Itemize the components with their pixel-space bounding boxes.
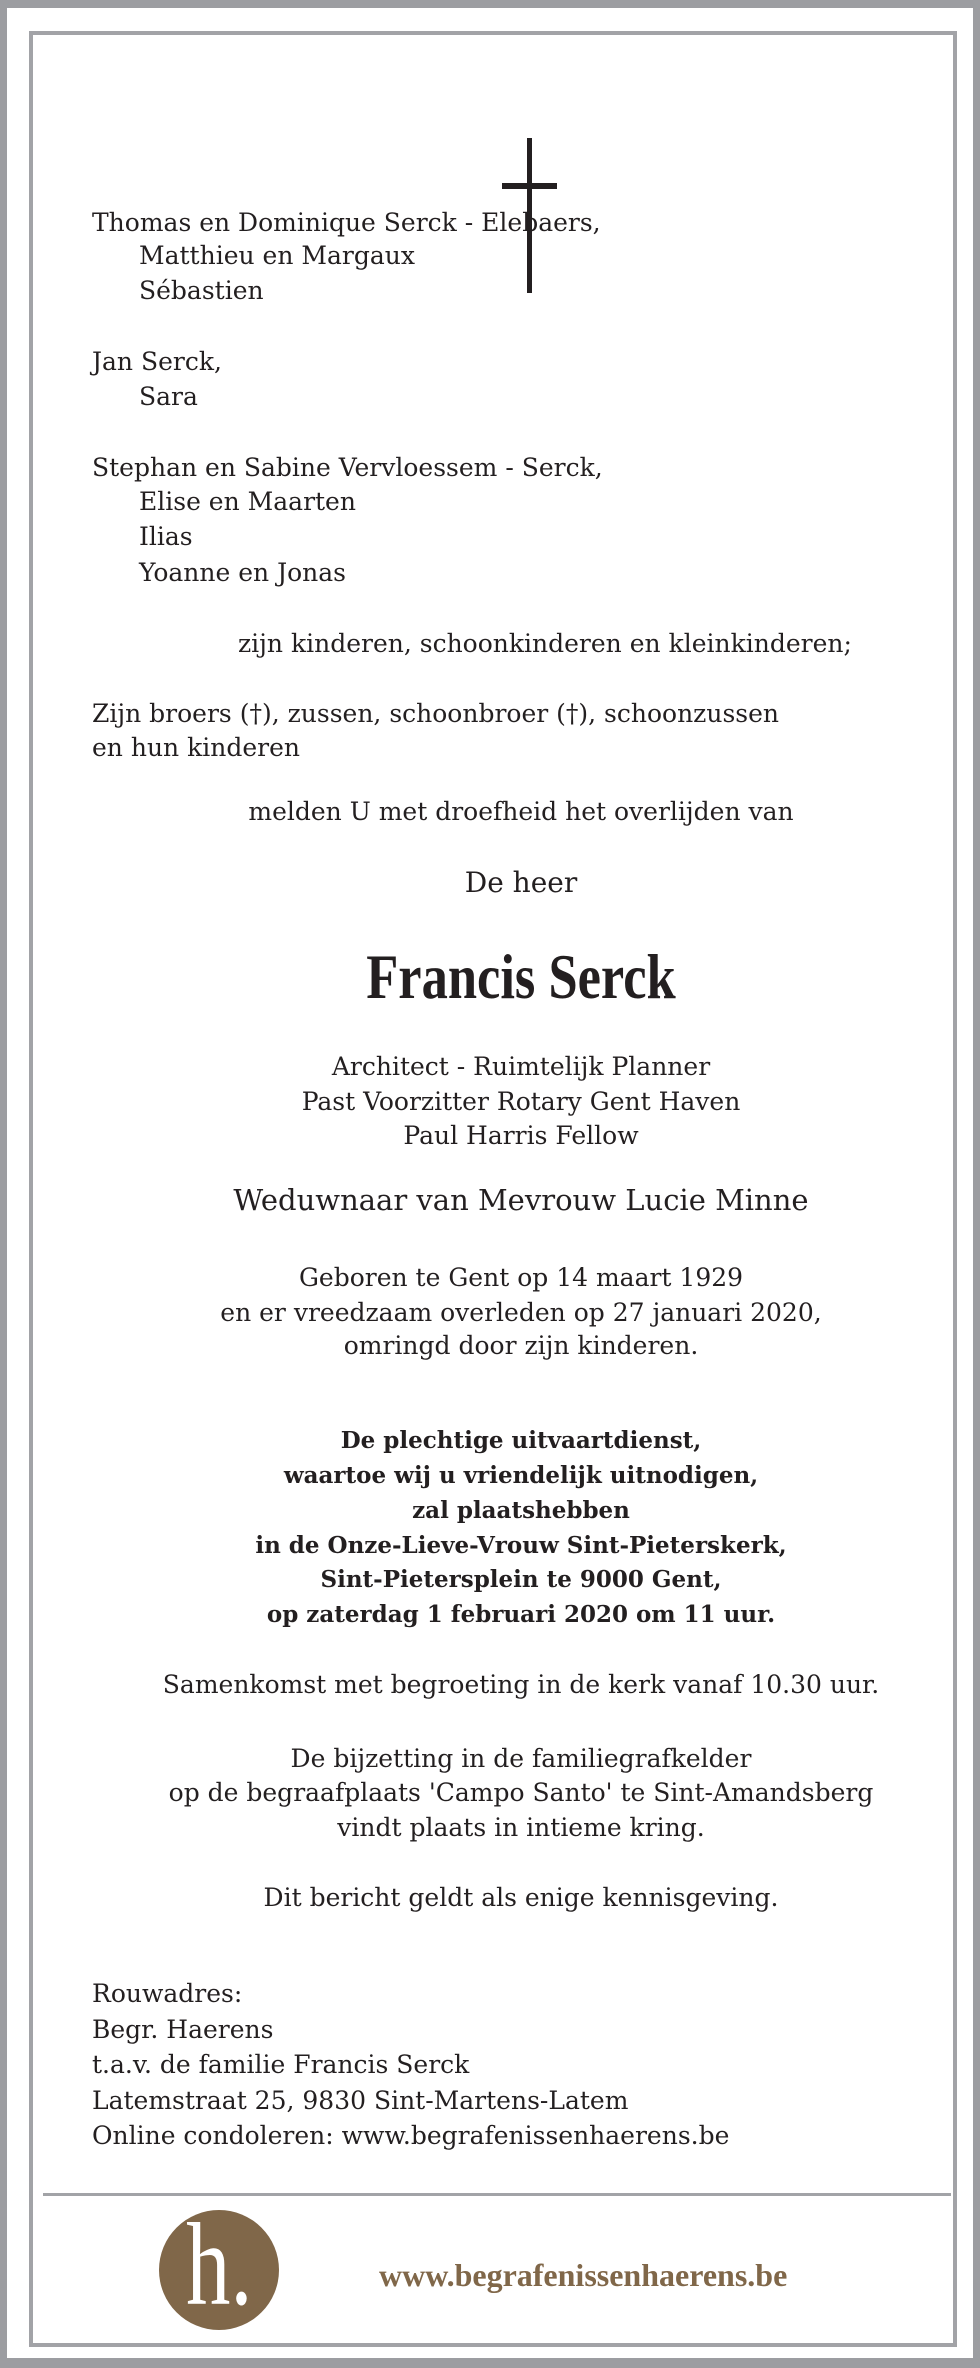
deceased-name: Francis Serck xyxy=(366,941,676,1012)
life-line: omringd door zijn kinderen. xyxy=(343,1331,699,1360)
widower-line: Weduwnaar van Mevrouw Lucie Minne xyxy=(233,1183,809,1217)
family-line: Thomas en Dominique Serck - Elebaers, xyxy=(92,208,601,237)
relation-text: zijn kinderen, schoonkinderen en kleinkinderen; xyxy=(238,629,852,658)
footer-website-link[interactable]: www.begrafenissenhaerens.be xyxy=(379,2257,788,2293)
burial-line: op de begraafplaats 'Campo Santo' te Sint-Amandsberg xyxy=(168,1778,874,1807)
service-line: op zaterdag 1 februari 2020 om 11 uur. xyxy=(266,1601,776,1628)
gathering-line: Samenkomst met begroeting in de kerk vanaf 10.30 uur. xyxy=(162,1670,880,1699)
address-line: Rouwadres: xyxy=(92,1979,243,2008)
obituary-sheet xyxy=(7,8,973,2358)
address-line: t.a.v. de familie Francis Serck xyxy=(92,2050,470,2079)
burial-line: De bijzetting in de familiegrafkelder xyxy=(290,1744,752,1773)
siblings-line: en hun kinderen xyxy=(92,733,300,762)
role-line: Past Voorzitter Rotary Gent Haven xyxy=(301,1087,741,1116)
service-line: in de Onze-Lieve-Vrouw Sint-Pieterskerk, xyxy=(255,1532,787,1559)
role-line: Paul Harris Fellow xyxy=(403,1121,639,1150)
family-line: Matthieu en Margaux xyxy=(139,241,415,270)
notice-line: Dit bericht geldt als enige kennisgeving. xyxy=(263,1883,779,1912)
address-line: Latemstraat 25, 9830 Sint-Martens-Latem xyxy=(92,2086,629,2115)
condolence-link[interactable]: Online condoleren: www.begrafenissenhaerens.be xyxy=(92,2121,730,2150)
title: De heer xyxy=(464,866,578,899)
service-line: Sint-Pietersplein te 9000 Gent, xyxy=(320,1566,722,1593)
life-line: Geboren te Gent op 14 maart 1929 xyxy=(298,1263,744,1292)
siblings-line: Zijn broers (†), zussen, schoonbroer (†), schoonzussen xyxy=(92,699,780,728)
burial-line: vindt plaats in intieme kring. xyxy=(337,1813,705,1842)
family-line: Sara xyxy=(139,382,198,411)
service-line: zal plaatshebben xyxy=(412,1497,630,1524)
family-line: Stephan en Sabine Vervloessem - Serck, xyxy=(92,453,603,482)
family-line: Sébastien xyxy=(139,276,264,305)
haerens-logo xyxy=(159,2210,279,2330)
address-line: Begr. Haerens xyxy=(92,2015,274,2044)
service-line: waartoe wij u vriendelijk uitnodigen, xyxy=(283,1462,759,1489)
obituary-frame xyxy=(29,31,957,2347)
family-line: Jan Serck, xyxy=(92,347,222,376)
family-line: Yoanne en Jonas xyxy=(139,558,346,587)
family-line: Elise en Maarten xyxy=(139,487,356,516)
service-line: De plechtige uitvaartdienst, xyxy=(340,1427,702,1454)
footer-divider xyxy=(43,2193,951,2196)
logo-letter: h. xyxy=(185,2210,253,2330)
life-line: en er vreedzaam overleden op 27 januari 2020, xyxy=(220,1298,822,1327)
announcement: melden U met droefheid het overlijden van xyxy=(248,797,794,826)
role-line: Architect - Ruimtelijk Planner xyxy=(331,1052,711,1081)
family-line: Ilias xyxy=(139,522,193,551)
